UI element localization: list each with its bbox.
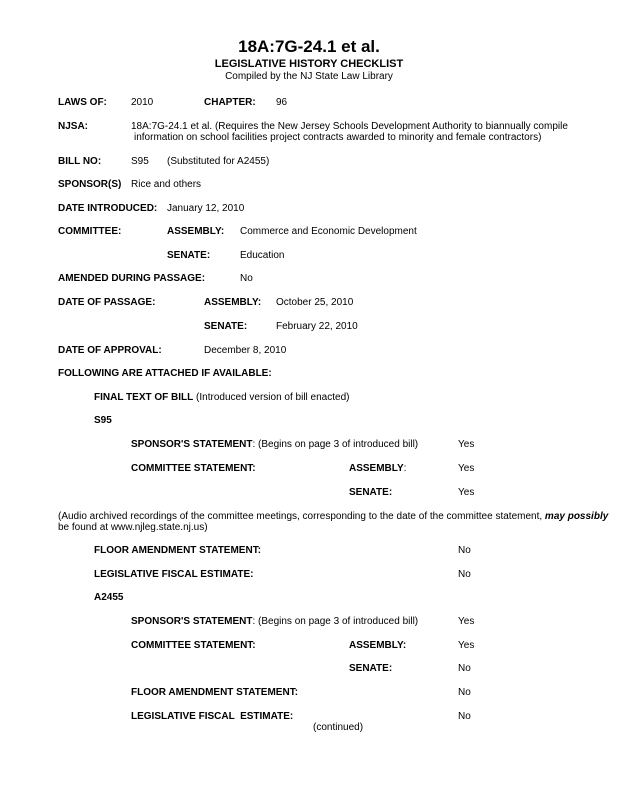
a2455-floor-amendment-value: No	[458, 687, 471, 698]
s95-committee-statement-label: COMMITTEE STATEMENT:	[131, 463, 256, 474]
floor-amendment-label: FLOOR AMENDMENT STATEMENT:	[94, 545, 262, 556]
s95-sponsor-statement-label: SPONSOR'S STATEMENT	[131, 439, 253, 450]
passage-senate-label: SENATE:	[204, 321, 248, 332]
passage-senate-value: February 22, 2010	[276, 321, 358, 332]
s95-committee-assembly-colon: :	[403, 463, 407, 474]
compiled-by: Compiled by the NJ State Law Library	[225, 71, 393, 82]
bill-no-value: S95	[131, 156, 149, 167]
fiscal-estimate-value: No	[458, 569, 471, 580]
audio-note-emphasis: may possibly	[544, 511, 609, 522]
attached-heading: FOLLOWING ARE ATTACHED IF AVAILABLE:	[58, 368, 272, 379]
a2455-sponsor-statement-label: SPONSOR'S STATEMENT	[131, 616, 253, 627]
a2455-heading: A2455	[94, 592, 124, 603]
date-of-approval-value: December 8, 2010	[204, 345, 287, 356]
continued-note: (continued)	[313, 722, 364, 733]
a2455-committee-assembly-label: ASSEMBLY:	[349, 640, 407, 651]
committee-senate-value: Education	[240, 250, 285, 261]
bill-substituted-note: (Substituted for A2455)	[167, 156, 270, 167]
passage-assembly-value: October 25, 2010	[276, 297, 354, 308]
a2455-floor-amendment-label: FLOOR AMENDMENT STATEMENT:	[131, 687, 299, 698]
chapter-label: CHAPTER:	[204, 97, 256, 108]
s95-committee-assembly-value: Yes	[458, 463, 475, 474]
s95-committee-assembly-label: ASSEMBLY	[349, 463, 404, 474]
audio-note-text: (Audio archived recordings of the committee meetings, corresponding to the date of the committee statement,	[58, 511, 545, 522]
committee-label: COMMITTEE:	[58, 226, 122, 237]
a2455-sponsor-statement-note: : (Begins on page 3 of introduced bill)	[252, 616, 419, 627]
final-text-label: FINAL TEXT OF BILL	[94, 392, 194, 403]
s95-sponsor-statement-row	[131, 439, 418, 451]
sponsor-label: SPONSOR(S)	[58, 179, 122, 190]
passage-assembly-label: ASSEMBLY:	[204, 297, 262, 308]
njsa-line-1: 18A:7G-24.1 et al. (Requires the New Jersey Schools Development Authority to biannually compile	[131, 121, 568, 132]
committee-assembly-value: Commerce and Economic Development	[240, 226, 417, 237]
amended-label: AMENDED DURING PASSAGE:	[58, 273, 206, 284]
laws-of-label: LAWS OF:	[58, 97, 107, 108]
s95-committee-assembly-row	[349, 463, 406, 475]
chapter-value: 96	[276, 97, 288, 108]
njsa-label: NJSA:	[58, 121, 89, 132]
laws-of-value: 2010	[131, 97, 154, 108]
amended-value: No	[240, 273, 253, 284]
a2455-sponsor-statement-row	[131, 616, 418, 628]
s95-committee-senate-label: SENATE:	[349, 487, 393, 498]
fiscal-estimate-label: LEGISLATIVE FISCAL ESTIMATE:	[94, 569, 254, 580]
bill-no-label: BILL NO:	[58, 156, 102, 167]
final-text-row	[94, 392, 349, 404]
document-subtitle: LEGISLATIVE HISTORY CHECKLIST	[214, 58, 404, 70]
date-of-approval-label: DATE OF APPROVAL:	[58, 345, 162, 356]
s95-sponsor-statement-note: : (Begins on page 3 of introduced bill)	[252, 439, 419, 450]
date-introduced-value: January 12, 2010	[167, 203, 245, 214]
a2455-committee-senate-value: No	[458, 663, 471, 674]
sponsor-value: Rice and others	[131, 179, 202, 190]
committee-assembly-label: ASSEMBLY:	[167, 226, 225, 237]
floor-amendment-value: No	[458, 545, 471, 556]
a2455-fiscal-estimate-label: LEGISLATIVE FISCAL ESTIMATE:	[131, 711, 294, 722]
a2455-committee-assembly-value: Yes	[458, 640, 475, 651]
a2455-committee-senate-label: SENATE:	[349, 663, 393, 674]
a2455-fiscal-estimate-value: No	[458, 711, 471, 722]
s95-heading: S95	[94, 415, 112, 426]
s95-sponsor-statement-value: Yes	[458, 439, 475, 450]
date-introduced-label: DATE INTRODUCED:	[58, 203, 158, 214]
committee-senate-label: SENATE:	[167, 250, 211, 261]
document-title: 18A:7G-24.1 et al.	[238, 37, 380, 56]
date-of-passage-label: DATE OF PASSAGE:	[58, 297, 156, 308]
njsa-line-2: information on school facilities project contracts awarded to minority and female contractors)	[134, 132, 542, 143]
audio-note-line-2: be found at www.njleg.state.nj.us)	[58, 522, 208, 533]
a2455-committee-statement-label: COMMITTEE STATEMENT:	[131, 640, 256, 651]
s95-committee-senate-value: Yes	[458, 487, 475, 498]
a2455-sponsor-statement-value: Yes	[458, 616, 475, 627]
final-text-note: (Introduced version of bill enacted)	[196, 392, 350, 403]
